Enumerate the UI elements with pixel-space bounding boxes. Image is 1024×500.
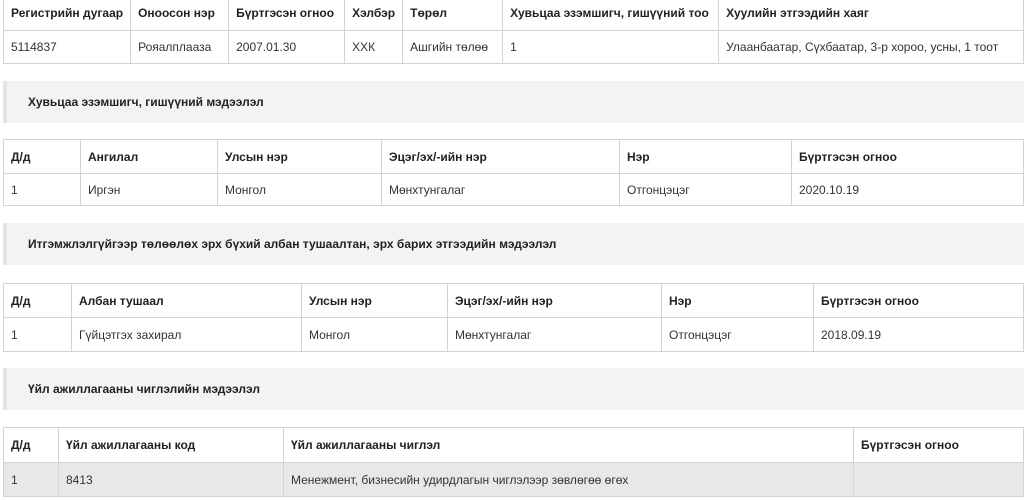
row-activity-code: 8413 [59,463,284,497]
col-index: Д/д [4,428,59,463]
shareholders-title-text: Хувьцаа эзэмшигч, гишүүний мэдээлэл [28,95,264,109]
row-registered-date [854,463,1024,497]
activities-header-row [4,428,1024,463]
shareholders-header-row [4,140,1024,174]
col-register-number: Регистрийн дугаар [4,0,131,31]
row-parent-name: Мөнхтунгалаг [382,174,620,206]
shareholders-section-title [3,81,1024,123]
company-row [4,31,1024,64]
officials-table [3,283,1024,352]
row-index: 1 [4,318,72,352]
company-form: ХХК [345,31,403,64]
row-activity: Менежмент, бизнесийн удирдлагын чиглэлээр зөвлөгөө өгөх [284,463,854,497]
company-table [3,0,1024,64]
row-index: 1 [4,463,59,497]
table-row [4,318,1024,352]
col-index: Д/д [4,140,81,174]
company-header-row [4,0,1024,31]
table-row [4,174,1024,206]
row-country: Монгол [218,174,382,206]
officials-header-row [4,284,1024,318]
col-name: Нэр [620,140,792,174]
row-registered-date: 2020.10.19 [792,174,1024,206]
shareholder-count: 1 [503,31,719,64]
col-registered-date: Бүртгэсэн огноо [854,428,1024,463]
row-name: Отгонцэцэг [620,174,792,206]
shareholders-table [3,139,1024,206]
col-activity-code: Үйл ажиллагааны код [59,428,284,463]
col-parent-name: Эцэг/эх/-ийн нэр [448,284,662,318]
col-country: Улсын нэр [302,284,448,318]
row-name: Отгонцэцэг [662,318,814,352]
row-parent-name: Мөнхтунгалаг [448,318,662,352]
table-row [4,463,1024,497]
col-shareholder-count: Хувьцаа эзэмшигч, гишүүний тоо [503,0,719,31]
register-number: 5114837 [4,31,131,64]
col-parent-name: Эцэг/эх/-ийн нэр [382,140,620,174]
activities-section-title [3,368,1024,410]
row-country: Монгол [302,318,448,352]
col-name: Нэр [662,284,814,318]
officials-title-text: Итгэмжлэлгүйгээр төлөөлөх эрх бүхий албан тушаалтан, эрх барих этгээдийн мэдээлэл [28,237,557,251]
col-registered-date: Бүртгэсэн огноо [229,0,345,31]
row-index: 1 [4,174,81,206]
row-position: Гүйцэтгэх захирал [72,318,302,352]
row-category: Иргэн [81,174,218,206]
col-country: Улсын нэр [218,140,382,174]
col-type: Төрөл [403,0,503,31]
col-position: Албан тушаал [72,284,302,318]
col-form: Хэлбэр [345,0,403,31]
col-registered-date: Бүртгэсэн огноо [792,140,1024,174]
company-name: Рояалплааза [131,31,229,64]
registered-date: 2007.01.30 [229,31,345,64]
company-address: Улаанбаатар, Сүхбаатар, 3-р хороо, усны, 1 тоот [719,31,1024,64]
company-type: Ашгийн төлөө [403,31,503,64]
col-registered-date: Бүртгэсэн огноо [814,284,1024,318]
activities-title-text: Үйл ажиллагааны чиглэлийн мэдээлэл [28,382,260,396]
col-company-name: Оноосон нэр [131,0,229,31]
row-registered-date: 2018.09.19 [814,318,1024,352]
col-activity: Үйл ажиллагааны чиглэл [284,428,854,463]
officials-section-title [3,223,1024,265]
activities-table [3,427,1024,497]
col-category: Ангилал [81,140,218,174]
col-index: Д/д [4,284,72,318]
col-address: Хуулийн этгээдийн хаяг [719,0,1024,31]
